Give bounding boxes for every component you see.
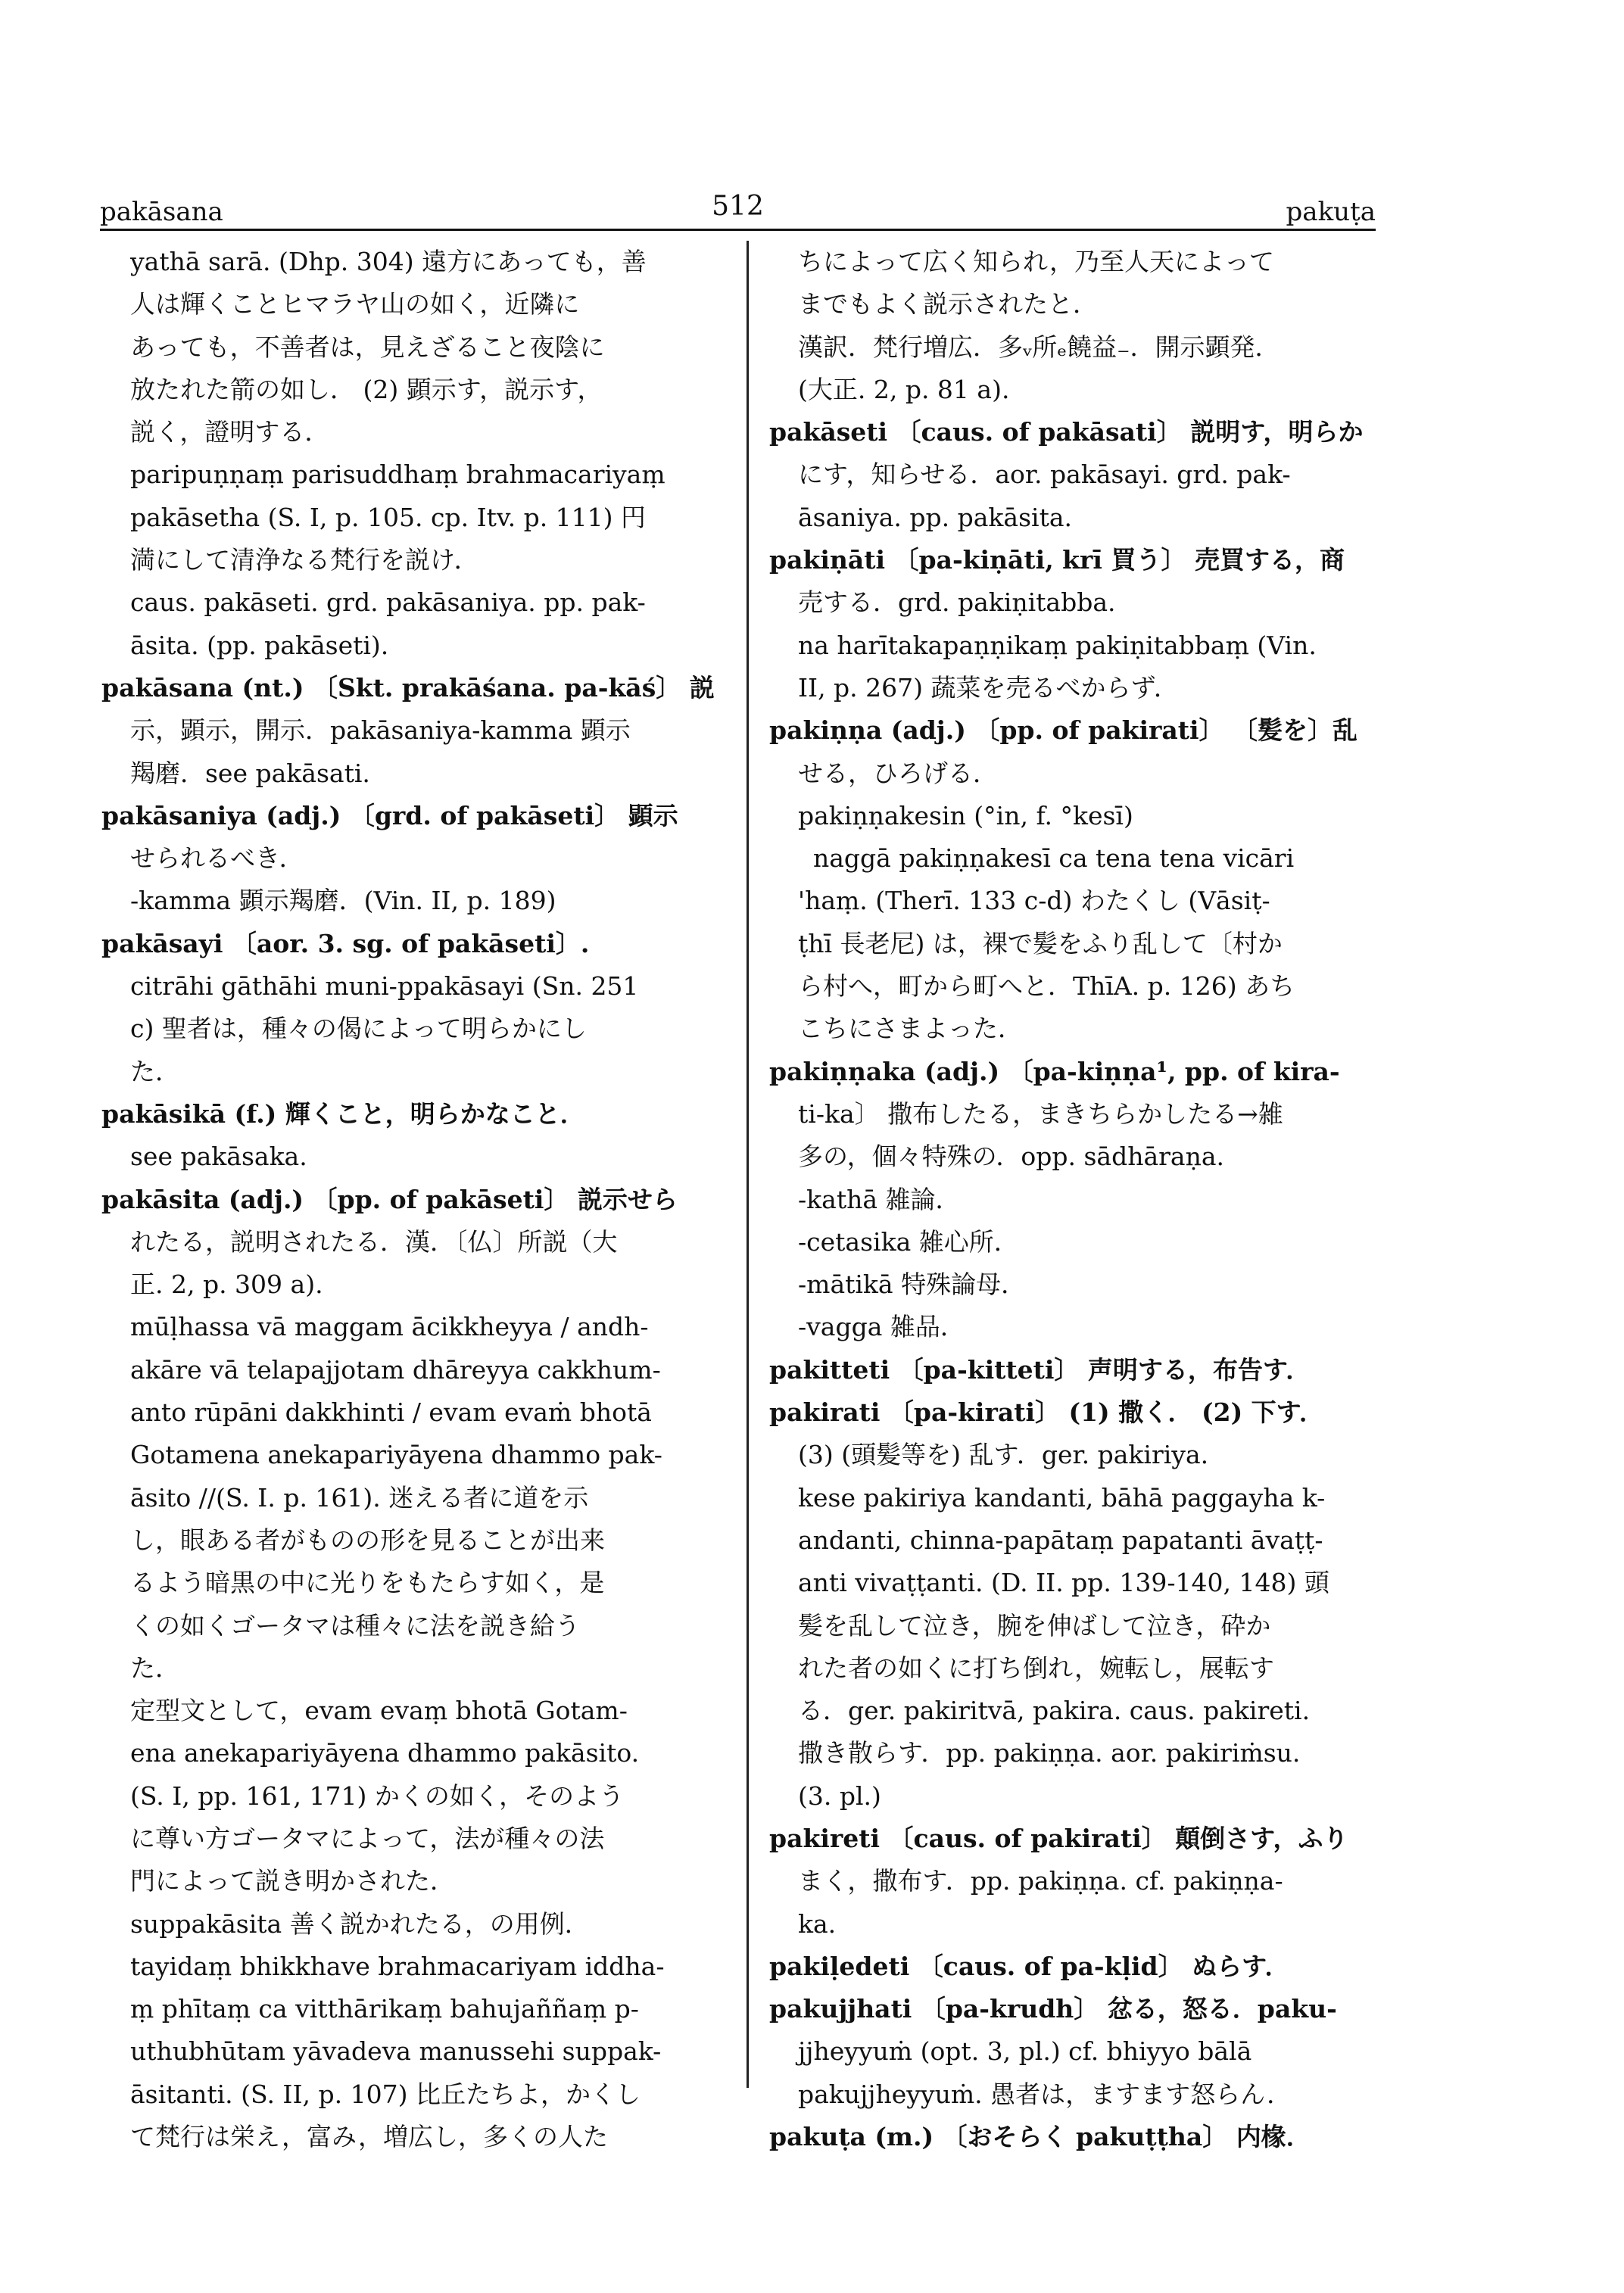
entry-text-line: 羯磨．see pakāsati. [130, 758, 370, 788]
entry-text-line: akāre vā telapajjotam dhāreyya cakkhum- [130, 1354, 661, 1385]
entry-headword-line: pakiḷedeti 〔caus. of pa-kḷid〕 ぬらす． [769, 1951, 1290, 1981]
right-column [769, 241, 1367, 2152]
entry-headword-line: pakāsana (nt.) 〔Skt. prakāśana. pa-kāś〕 説 [101, 672, 715, 703]
entry-text-line: paripuṇṇaṃ parisuddhaṃ brahmacariyaṃ [130, 460, 665, 490]
entry-text-line: て梵行は栄え，富み，増広し，多くの人た [130, 2122, 608, 2152]
entry-text-line: 門によって説き明かされた． [130, 1866, 455, 1896]
entry-text-line: c) 聖者は，種々の偈によって明らかにし [130, 1014, 587, 1044]
entry-text-line: āsita. (pp. pakāseti). [130, 630, 389, 660]
entry-text-line: せる，ひろげる． [798, 758, 998, 788]
entry-text-line: ら村へ，町から町へと．ThīA. p. 126) あち [798, 971, 1295, 1002]
entry-headword-line: pakāsita (adj.) 〔pp. of pakāseti〕 説示せら [101, 1184, 678, 1214]
entry-text-line: āsitanti. (S. II, p. 107) 比丘たちよ，かくし [130, 2079, 641, 2109]
entry-headword-line: pakāsaniya (adj.) 〔grd. of pakāseti〕 顕示 [101, 800, 678, 830]
entry-text-line: (3) (頭髪等を) 乱す．ger. pakiriya. [798, 1440, 1209, 1470]
entry-text-line: 漢訳．梵行増広．多ᵥ所ₑ饒益₋．開示顕発． [798, 332, 1280, 362]
entry-text-line: た． [130, 1653, 180, 1683]
entry-text-line: ti-ka〕 撒布したる，まきちらかしたる→雑 [798, 1098, 1283, 1129]
entry-text-line: -kathā 雑論． [798, 1184, 961, 1214]
entry-text-line: na harītakapaṇṇikaṃ pakiṇitabbaṃ (Vin. [798, 630, 1317, 660]
entry-text-line: naggā pakiṇṇakesī ca tena tena vicāri [813, 843, 1295, 874]
entry-text-line: (3. pl.) [798, 1781, 881, 1811]
entry-headword-line: pakiṇāti 〔pa-kiṇāti, krī 買う〕 売買する，商 [769, 545, 1345, 575]
entry-text-line: 'haṃ. (Therī. 133 c-d) わたくし (Vāsiṭ- [798, 886, 1270, 916]
entry-headword-line: pakāsayi 〔aor. 3. sg. of pakāseti〕. [101, 928, 590, 958]
entry-text-line: 放たれた箭の如し． (2) 顕示す，説示す， [130, 374, 603, 404]
entry-text-line: ṃ phītaṃ ca vitthārikaṃ bahujaññaṃ p- [130, 1994, 639, 2024]
entry-text-line: Gotamena anekapariyāyena dhammo pak- [130, 1440, 662, 1470]
entry-text-line: 人は輝くことヒマラヤ山の如く，近隣に [130, 289, 580, 319]
entry-text-line: -cetasika 雑心所． [798, 1226, 1019, 1257]
entry-text-line: し，眼ある者がものの形を見ることが出来 [130, 1525, 605, 1555]
entry-text-line: ena anekapariyāyena dhammo pakāsito. [130, 1738, 640, 1768]
entry-text-line: āsaniya. pp. pakāsita. [798, 502, 1073, 532]
page-number: 512 [712, 191, 764, 222]
entry-text-line: 定型文として，evam evaṃ bhotā Gotam- [130, 1696, 628, 1726]
entry-text-line: jjheyyuṁ (opt. 3, pl.) cf. bhiyyo bālā [798, 2036, 1252, 2067]
entry-text-line: 満にして清浄なる梵行を説け． [130, 545, 479, 575]
guideword-left: pakāsana [100, 197, 223, 227]
entry-text-line: āsito //(S. I. p. 161). 迷える者に道を示 [130, 1482, 589, 1513]
entry-text-line: anto rūpāni dakkhinti / evam evaṁ bhotā [130, 1397, 652, 1428]
entry-text-line: yathā sarā. (Dhp. 304) 遠方にあっても，善 [130, 247, 647, 276]
entry-text-line: ちによって広く知られ，乃至人天によって [798, 247, 1274, 276]
entry-text-line: kese pakiriya kandanti, bāhā paggayha k- [798, 1482, 1326, 1513]
entry-text-line: にす，知らせる．aor. pakāsayi. grd. pak- [798, 460, 1291, 490]
entry-text-line: (S. I, pp. 161, 171) かくの如く，そのよう [130, 1781, 625, 1811]
entry-text-line: (大正. 2, p. 81 a). [798, 374, 1010, 404]
entry-text-line: andanti, chinna-papātaṃ papatanti āvaṭṭ- [798, 1525, 1323, 1555]
entry-headword-line: pakiṇṇaka (adj.) 〔pa-kiṇṇa¹, pp. of kira- [769, 1056, 1340, 1086]
entry-text-line: pakujjheyyuṁ. 愚者は，ますます怒らん． [798, 2079, 1292, 2109]
entry-text-line: た． [130, 1056, 180, 1086]
entry-text-line: caus. pakāseti. grd. pakāsaniya. pp. pak- [130, 587, 646, 618]
entry-text-line: tayidaṃ bhikkhave brahmacariyam iddha- [130, 1951, 665, 1981]
entry-text-line: ka. [798, 1908, 837, 1939]
entry-headword-line: pakuṭa (m.) 〔おそらく pakuṭṭha〕 内椽． [769, 2122, 1311, 2152]
entry-text-line: まく，撒布す．pp. pakiṇṇa. cf. pakiṇṇa- [798, 1866, 1283, 1896]
entry-text-line: せられるべき． [130, 843, 304, 874]
guideword-right: pakuṭa [1286, 197, 1376, 227]
entry-text-line: 撒き散らす．pp. pakiṇṇa. aor. pakiriṁsu. [798, 1738, 1301, 1768]
entry-text-line: 売する．grd. pakiṇitabba. [798, 587, 1116, 618]
entry-text-line: くの如くゴータマは種々に法を説き給う [130, 1610, 580, 1640]
entry-text-line: 説く，證明する． [130, 417, 330, 447]
entry-text-line: る．ger. pakiritvā, pakira. caus. pakireti. [798, 1696, 1311, 1726]
entry-headword-line: pakirati 〔pa-kirati〕 (1) 撒く． (2) 下す． [769, 1397, 1325, 1428]
entry-text-line: ṭhī 長老尼) は，裸で髪をふり乱して〔村か [798, 928, 1283, 958]
entry-text-line: -mātikā 特殊論母． [798, 1270, 1027, 1300]
entry-text-line: mūḷhassa vā maggam ācikkheyya / andh- [130, 1312, 649, 1342]
entry-headword-line: pakitteti 〔pa-kitteti〕 声明する，布告す． [769, 1354, 1311, 1385]
left-column [101, 241, 715, 2152]
entry-text-line: uthubhūtam yāvadeva manussehi suppak- [130, 2036, 662, 2067]
entry-text-line: 多の，個々特殊の．opp. sādhāraṇa. [798, 1142, 1224, 1172]
entry-text-line: こちにさまよった． [798, 1014, 1023, 1044]
entry-text-line: るよう暗黒の中に光りをもたらす如く，是 [130, 1568, 605, 1598]
column-divider [747, 241, 749, 2088]
entry-text-line: anti vivaṭṭanti. (D. II. pp. 139-140, 148) 頭 [798, 1568, 1329, 1598]
entry-headword-line: pakireti 〔caus. of pakirati〕 顛倒さす，ふり [769, 1823, 1348, 1853]
entry-text-line: 髪を乱して泣き，腕を伸ばして泣き，砕か [798, 1610, 1271, 1640]
entry-text-line: see pakāsaka. [130, 1142, 307, 1172]
entry-text-line: 示，顕示，開示．pakāsaniya-kamma 顕示 [130, 715, 631, 746]
entry-text-line: 正. 2, p. 309 a). [130, 1270, 323, 1300]
entry-text-line: -vagga 雑品． [798, 1312, 965, 1342]
entry-headword-line: pakāsikā (f.) 輝くこと，明らかなこと． [101, 1098, 585, 1129]
entry-text-line: citrāhi gāthāhi muni-ppakāsayi (Sn. 251 [130, 971, 639, 1002]
entry-text-line: -kamma 顕示羯磨．(Vin. II, p. 189) [130, 886, 556, 916]
entry-text-line: pakiṇṇakesin (°in, f. °kesī) [798, 800, 1133, 830]
entry-text-line: に尊い方ゴータマによって，法が種々の法 [130, 1823, 605, 1853]
entry-text-line: あっても，不善者は，見えざること夜陰に [130, 332, 605, 362]
entry-headword-line: pakāseti 〔caus. of pakāsati〕 説明す，明らか [769, 417, 1364, 447]
entry-text-line: II, p. 267) 蔬菜を売るべからず． [798, 672, 1179, 703]
entry-headword-line: pakiṇṇa (adj.) 〔pp. of pakirati〕 〔髪を〕乱 [769, 715, 1358, 746]
entry-headword-line: pakujjhati 〔pa-krudh〕 忿る，怒る．paku- [769, 1994, 1337, 2024]
header-rule [100, 229, 1376, 231]
running-header [100, 191, 1376, 233]
entry-text-line: suppakāsita 善く説かれたる，の用例． [130, 1908, 590, 1939]
entry-text-line: れた者の如くに打ち倒れ，婉転し，展転す [798, 1653, 1274, 1683]
entry-text-line: pakāsetha (S. I, p. 105. cp. Itv. p. 111) 円 [130, 502, 647, 532]
entry-text-line: れたる，説明されたる．漢．〔仏〕所説（大 [130, 1226, 618, 1257]
entry-text-line: までもよく説示されたと． [798, 289, 1098, 319]
